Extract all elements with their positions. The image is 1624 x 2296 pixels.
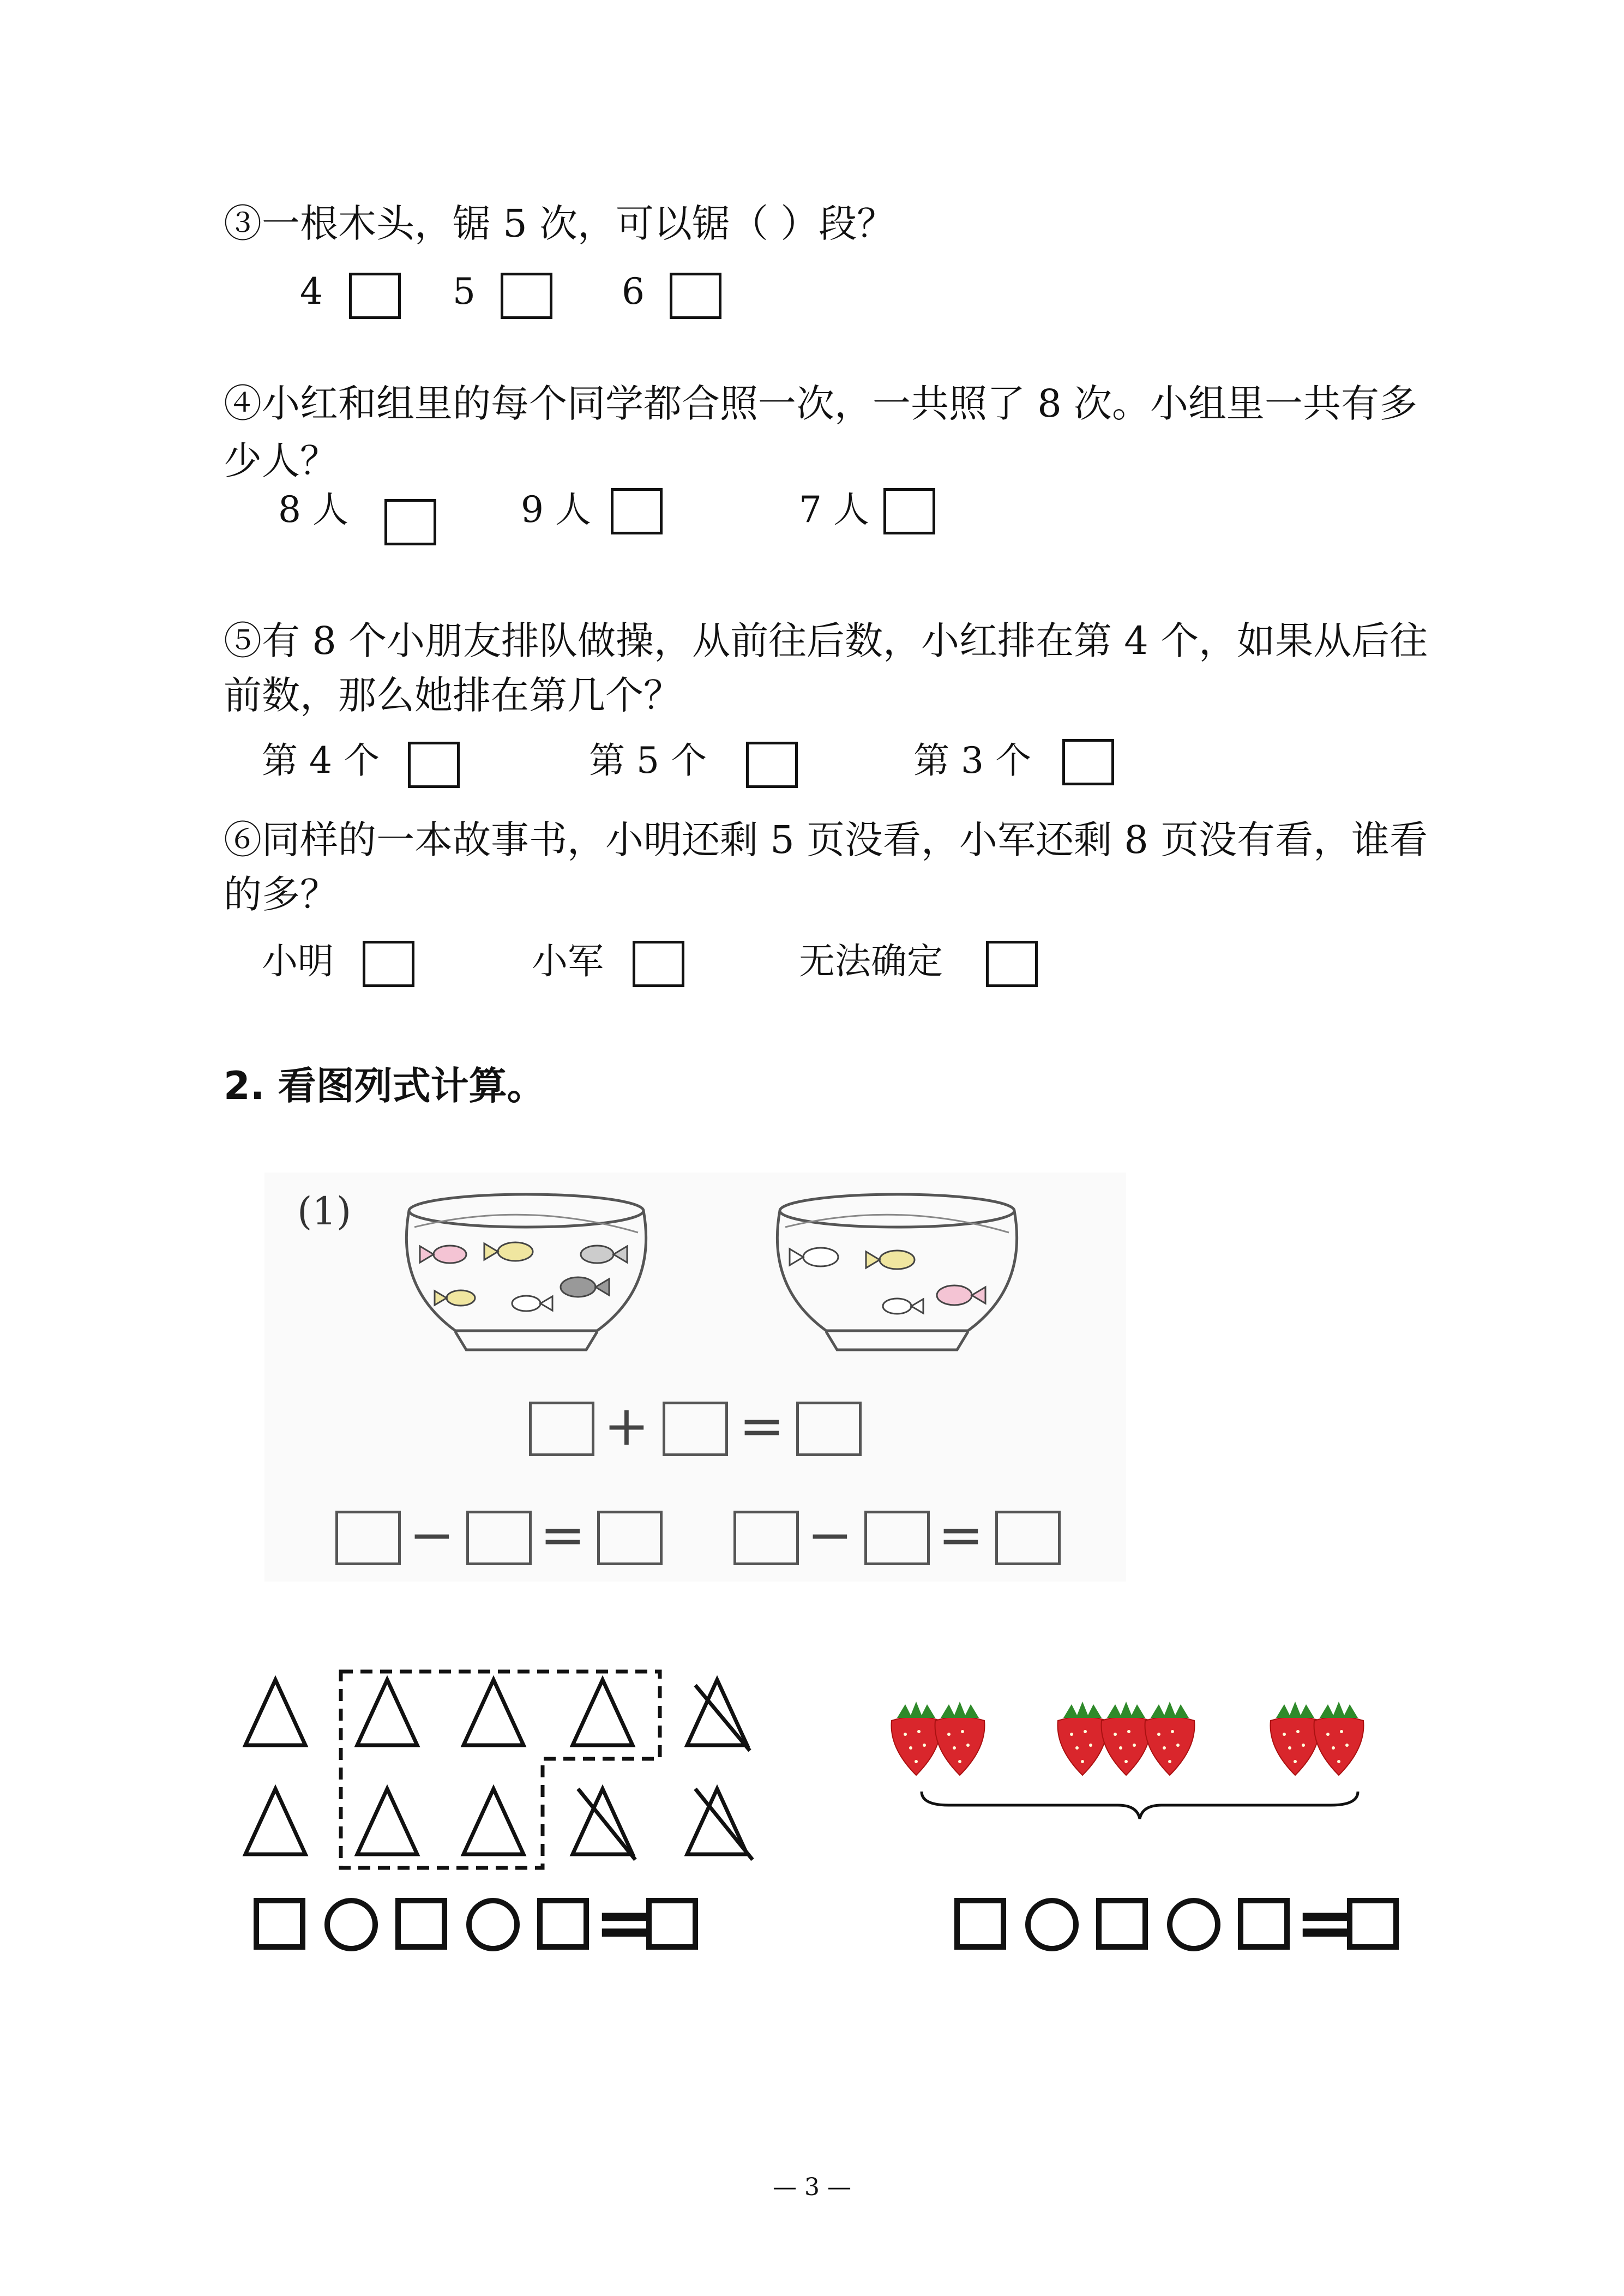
q3-option-1-checkbox[interactable] <box>349 273 401 319</box>
q6-option-2-checkbox[interactable] <box>633 941 684 987</box>
eq3-minus: − <box>807 1503 853 1567</box>
expr-right-box-result[interactable] <box>1347 1898 1399 1950</box>
expr-right-circle-1[interactable] <box>1025 1898 1079 1951</box>
eq3-box-3[interactable] <box>995 1511 1061 1565</box>
eq2-equals: = <box>540 1503 586 1567</box>
fish-icon <box>866 1251 915 1269</box>
triangle-icon <box>464 1680 524 1745</box>
eq3-box-2[interactable] <box>864 1511 930 1565</box>
figure-1-panel <box>264 1173 1126 1582</box>
q4-option-1-checkbox[interactable] <box>384 499 436 545</box>
page-number: — 3 — <box>773 2173 851 2201</box>
question-5-line-2: 前数，那么她排在第几个？ <box>224 673 682 718</box>
eq2-minus: − <box>409 1503 455 1567</box>
strawberry-icon <box>1102 1702 1151 1775</box>
triangle-icon <box>357 1789 417 1854</box>
eq3-equals: = <box>938 1503 984 1567</box>
q6-option-1-label: 小明 <box>262 940 334 982</box>
q5-option-3-label: 第 3 个 <box>913 740 1031 782</box>
eq3-box-1[interactable] <box>733 1511 799 1565</box>
q3-option-1-label: 4 <box>300 271 323 312</box>
triangle-icon <box>573 1680 633 1745</box>
question-3: ③一根木头，锯 5 次，可以锯（ ）段？ <box>224 201 895 246</box>
figure-1-label: (1) <box>297 1189 352 1234</box>
q5-option-1-label: 第 4 个 <box>262 740 380 782</box>
q6-option-3-checkbox[interactable] <box>986 941 1038 987</box>
question-4-line-2: 少人？ <box>224 438 338 483</box>
expr-left-equals: = <box>594 1881 654 1964</box>
q3-option-3-label: 6 <box>622 271 645 312</box>
expr-right-circle-2[interactable] <box>1167 1898 1220 1951</box>
expr-right-equals: = <box>1295 1881 1355 1964</box>
eq1-plus: + <box>604 1394 649 1458</box>
triangle-icon <box>464 1789 524 1854</box>
eq2-box-1[interactable] <box>335 1511 401 1565</box>
strawberries-figure <box>889 1696 1407 1827</box>
triangle-icon <box>357 1680 417 1745</box>
fish-bowl-left <box>390 1189 663 1353</box>
q6-option-1-checkbox[interactable] <box>363 941 414 987</box>
triangle-icon <box>245 1789 305 1854</box>
q3-option-2-label: 5 <box>453 271 476 312</box>
triangles-figure <box>229 1658 774 1876</box>
eq2-box-2[interactable] <box>466 1511 532 1565</box>
expr-left-circle-1[interactable] <box>324 1898 378 1951</box>
q4-option-3-checkbox[interactable] <box>883 488 935 534</box>
fish-icon <box>512 1296 552 1311</box>
q4-option-3-label: 7 人 <box>799 489 869 531</box>
expr-left-box-3[interactable] <box>537 1898 589 1950</box>
section-2-title: 2. 看图列式计算。 <box>224 1063 545 1108</box>
eq1-box-3[interactable] <box>796 1402 862 1456</box>
expr-left-box-2[interactable] <box>395 1898 447 1950</box>
triangle-icon <box>245 1680 305 1745</box>
fish-icon <box>561 1277 609 1297</box>
fish-icon <box>937 1285 985 1305</box>
fish-icon <box>484 1242 533 1261</box>
strawberry-icon <box>892 1702 941 1775</box>
strawberry-icon <box>935 1702 985 1775</box>
eq1-box-1[interactable] <box>529 1402 594 1456</box>
expr-left-circle-2[interactable] <box>466 1898 520 1951</box>
q5-option-1-checkbox[interactable] <box>408 742 460 788</box>
strawberry-icon <box>1271 1702 1320 1775</box>
fish-icon <box>883 1299 923 1314</box>
eq1-equals: = <box>739 1394 785 1458</box>
question-4-line-1: ④小红和组里的每个同学都合照一次，一共照了 8 次。小组里一共有多 <box>224 381 1418 426</box>
fish-icon <box>435 1290 475 1306</box>
q5-option-2-label: 第 5 个 <box>589 740 707 782</box>
q5-option-3-checkbox[interactable] <box>1062 739 1114 785</box>
question-6-line-2: 的多？ <box>224 872 338 917</box>
expr-right-box-1[interactable] <box>954 1898 1006 1950</box>
q3-option-3-checkbox[interactable] <box>670 273 721 319</box>
strawberry-icon <box>1058 1702 1108 1775</box>
question-6-line-1: ⑥同样的一本故事书，小明还剩 5 页没看，小军还剩 8 页没有看，谁看 <box>224 818 1428 862</box>
fish-icon <box>420 1246 466 1263</box>
q6-option-3-label: 无法确定 <box>799 940 943 982</box>
question-5-line-1: ⑤有 8 个小朋友排队做操，从前往后数，小红排在第 4 个，如果从后往 <box>224 618 1428 663</box>
q4-option-2-checkbox[interactable] <box>611 488 663 534</box>
strawberry-icon <box>1145 1702 1195 1775</box>
expr-left-box-1[interactable] <box>254 1898 305 1950</box>
eq2-box-3[interactable] <box>597 1511 663 1565</box>
fish-bowl-right <box>761 1189 1033 1353</box>
strawberry-icon <box>1314 1702 1364 1775</box>
expr-right-box-3[interactable] <box>1238 1898 1290 1950</box>
fish-icon <box>581 1246 627 1263</box>
q6-option-2-label: 小军 <box>532 940 604 982</box>
fish-icon <box>790 1248 838 1266</box>
expr-right-box-2[interactable] <box>1096 1898 1148 1950</box>
q4-option-2-label: 9 人 <box>521 489 591 531</box>
q4-option-1-label: 8 人 <box>278 489 348 531</box>
eq1-box-2[interactable] <box>663 1402 728 1456</box>
q3-option-2-checkbox[interactable] <box>501 273 552 319</box>
q5-option-2-checkbox[interactable] <box>746 742 798 788</box>
expr-left-box-result[interactable] <box>646 1898 698 1950</box>
